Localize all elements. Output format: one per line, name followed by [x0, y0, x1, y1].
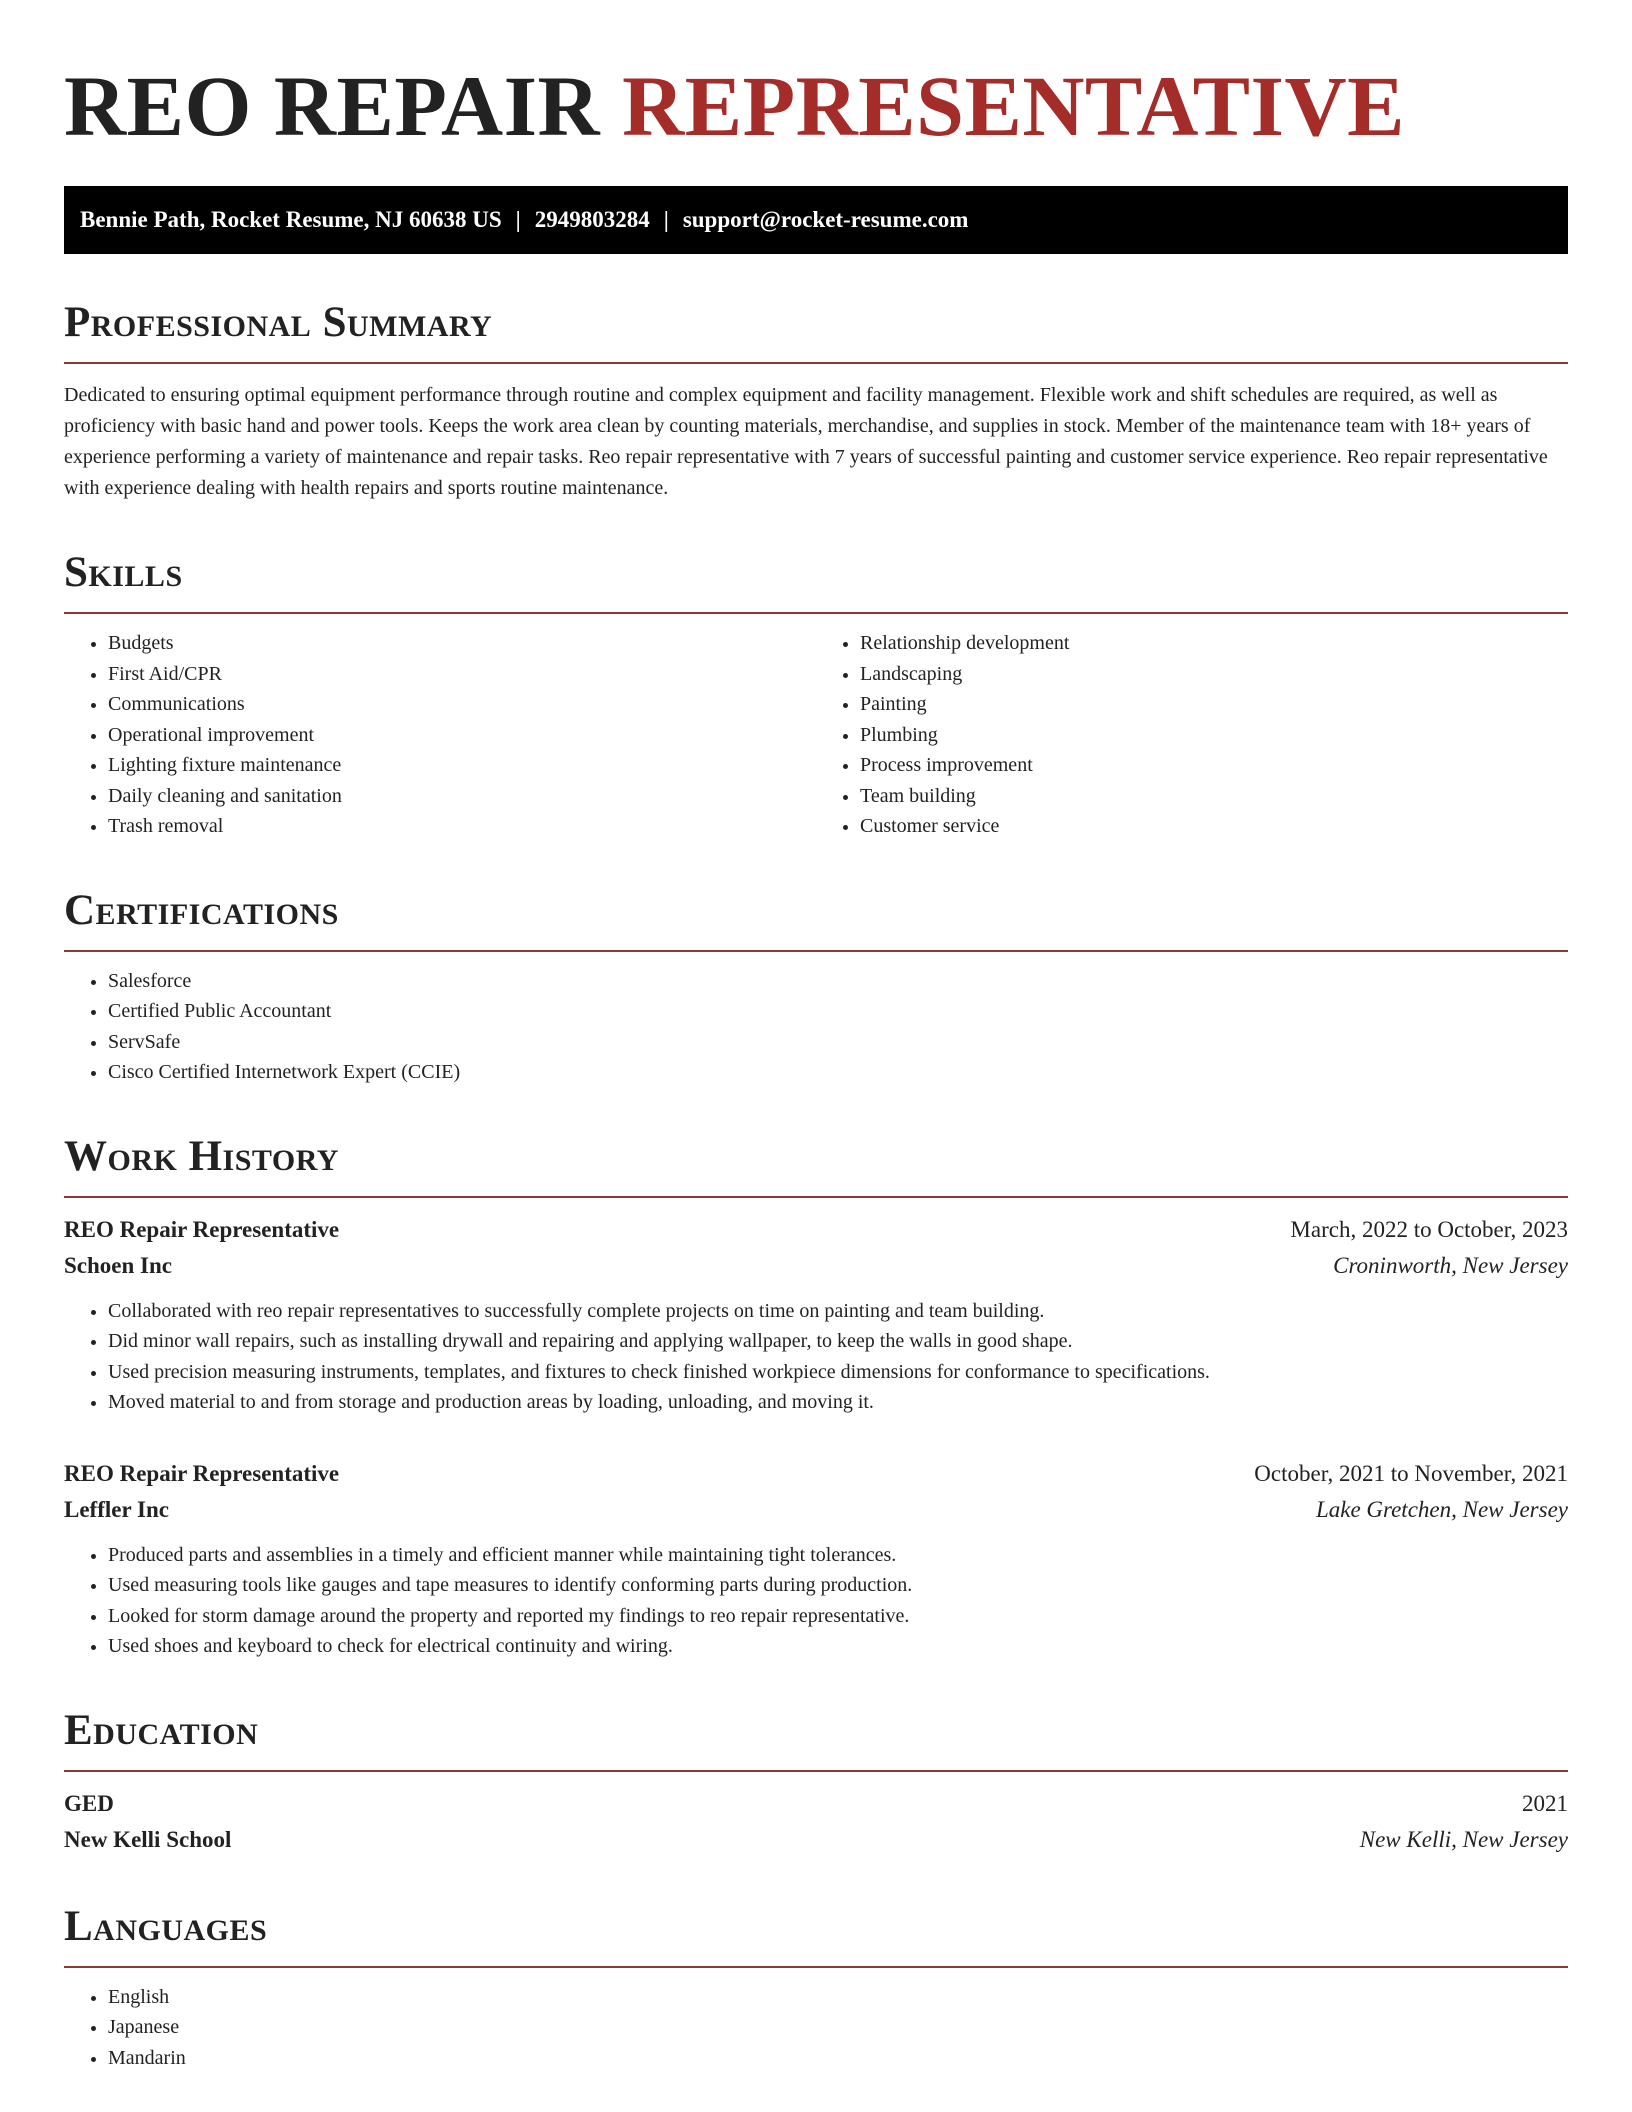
job-bullet: • Produced parts and assemblies in a timely and efficient manner while maintaining tight tolerances. — [108, 1540, 1568, 1571]
language-item: • Mandarin — [108, 2043, 1568, 2074]
contact-phone: 2949803284 — [534, 207, 650, 232]
section-divider — [64, 1770, 1568, 1772]
skill-item: • Operational improvement — [108, 720, 816, 751]
education-subheader — [64, 1822, 1568, 1858]
resume-name — [64, 56, 1568, 156]
certification-item: • Salesforce — [108, 966, 1568, 997]
contact-email: support@rocket-resume.com — [682, 207, 969, 232]
languages-list — [64, 1982, 1568, 2074]
job-entry — [64, 1456, 1568, 1662]
job-dates: March, 2022 to October, 2023 — [1290, 1216, 1568, 1242]
skills-columns — [64, 614, 1568, 842]
certifications-title: Certifications — [64, 886, 339, 934]
skills-section — [64, 548, 1568, 842]
contact-separator: | — [515, 207, 521, 232]
education-degree: GED — [64, 1790, 114, 1816]
contact-address: Bennie Path, Rocket Resume, NJ 60638 US — [80, 207, 502, 232]
job-bullet: • Collaborated with reo repair representatives to successfully complete projects on time on painting and team building. — [108, 1296, 1568, 1327]
section-divider — [64, 1196, 1568, 1198]
certification-item: • ServSafe — [108, 1027, 1568, 1058]
certifications-list — [64, 966, 1568, 1088]
job-company: Leffler Inc — [64, 1496, 169, 1522]
summary-text: Dedicated to ensuring optimal equipment performance through routine and complex equipment and facility management. Flexible work and shift schedules are required, as well as proficiency with basic hand and power tools. Keeps the work area clean by counting materials, merchandise, and supplies in stock. Member of the maintenance team with 18+ years of experience performing a variety of maintenance and repair tasks. Reo repair representative with 7 years of successful painting and customer service experience. Reo repair representative with experience dealing with health repairs and sports routine maintenance. — [64, 384, 1548, 499]
skill-item: • Trash removal — [108, 811, 816, 842]
education-header — [64, 1786, 1568, 1822]
education-section — [64, 1706, 1568, 1858]
job-bullet: • Used shoes and keyboard to check for electrical continuity and wiring. — [108, 1631, 1568, 1662]
skill-item: • Budgets — [108, 628, 816, 659]
languages-title: Languages — [64, 1902, 268, 1950]
education-title: Education — [64, 1706, 259, 1754]
job-location: Croninworth, New Jersey — [1333, 1252, 1568, 1278]
section-divider — [64, 1966, 1568, 1968]
contact-separator: | — [663, 207, 669, 232]
job-bullet: • Did minor wall repairs, such as installing drywall and repairing and applying wallpaper, to keep the walls in good shape. — [108, 1326, 1568, 1357]
job-bullet: • Used precision measuring instruments, templates, and fixtures to check finished workpiece dimensions for conformance to specifications. — [108, 1357, 1568, 1388]
work-section — [64, 1132, 1568, 1662]
job-location: Lake Gretchen, New Jersey — [1315, 1496, 1568, 1522]
job-role: REO Repair Representative — [64, 1460, 340, 1486]
job-bullets — [64, 1540, 1568, 1662]
education-entry — [64, 1786, 1568, 1858]
skill-item: • Customer service — [860, 811, 1568, 842]
summary-section — [64, 298, 1568, 504]
contact-bar — [64, 186, 1568, 254]
skill-item: • First Aid/CPR — [108, 659, 816, 690]
languages-section — [64, 1902, 1568, 2074]
name-last: REPRESENTATIVE — [622, 58, 1405, 154]
certifications-section — [64, 886, 1568, 1088]
job-bullet: • Used measuring tools like gauges and tape measures to identify conforming parts during production. — [108, 1570, 1568, 1601]
job-bullet: • Looked for storm damage around the property and reported my findings to reo repair representative. — [108, 1601, 1568, 1632]
skill-item: • Relationship development — [860, 628, 1568, 659]
education-year: 2021 — [1522, 1790, 1568, 1816]
job-dates: October, 2021 to November, 2021 — [1254, 1460, 1568, 1486]
job-subheader — [64, 1492, 1568, 1528]
education-school: New Kelli School — [64, 1826, 232, 1852]
language-item: • English — [108, 1982, 1568, 2013]
job-header — [64, 1212, 1568, 1248]
skill-item: • Communications — [108, 689, 816, 720]
skill-item: • Daily cleaning and sanitation — [108, 781, 816, 812]
skill-item: • Team building — [860, 781, 1568, 812]
job-company: Schoen Inc — [64, 1252, 172, 1278]
skill-item: • Plumbing — [860, 720, 1568, 751]
skill-item: • Landscaping — [860, 659, 1568, 690]
job-subheader — [64, 1248, 1568, 1284]
skill-item: • Painting — [860, 689, 1568, 720]
skills-list-right — [816, 628, 1568, 842]
section-divider — [64, 362, 1568, 364]
skill-item: • Process improvement — [860, 750, 1568, 781]
skill-item: • Lighting fixture maintenance — [108, 750, 816, 781]
job-entry — [64, 1212, 1568, 1418]
job-bullet: • Moved material to and from storage and production areas by loading, unloading, and moving it. — [108, 1387, 1568, 1418]
language-item: • Japanese — [108, 2012, 1568, 2043]
job-bullets — [64, 1296, 1568, 1418]
education-location: New Kelli, New Jersey — [1359, 1826, 1568, 1852]
certification-item: • Cisco Certified Internetwork Expert (CCIE) — [108, 1057, 1568, 1088]
work-title: Work History — [64, 1132, 339, 1180]
name-first: REO REPAIR — [64, 58, 601, 154]
job-role: REO Repair Representative — [64, 1216, 340, 1242]
certification-item: • Certified Public Accountant — [108, 996, 1568, 1027]
summary-title: Professional Summary — [64, 299, 493, 346]
skills-title: Skills — [64, 549, 183, 596]
job-header — [64, 1456, 1568, 1492]
skills-list-left — [64, 628, 816, 842]
section-divider — [64, 950, 1568, 952]
